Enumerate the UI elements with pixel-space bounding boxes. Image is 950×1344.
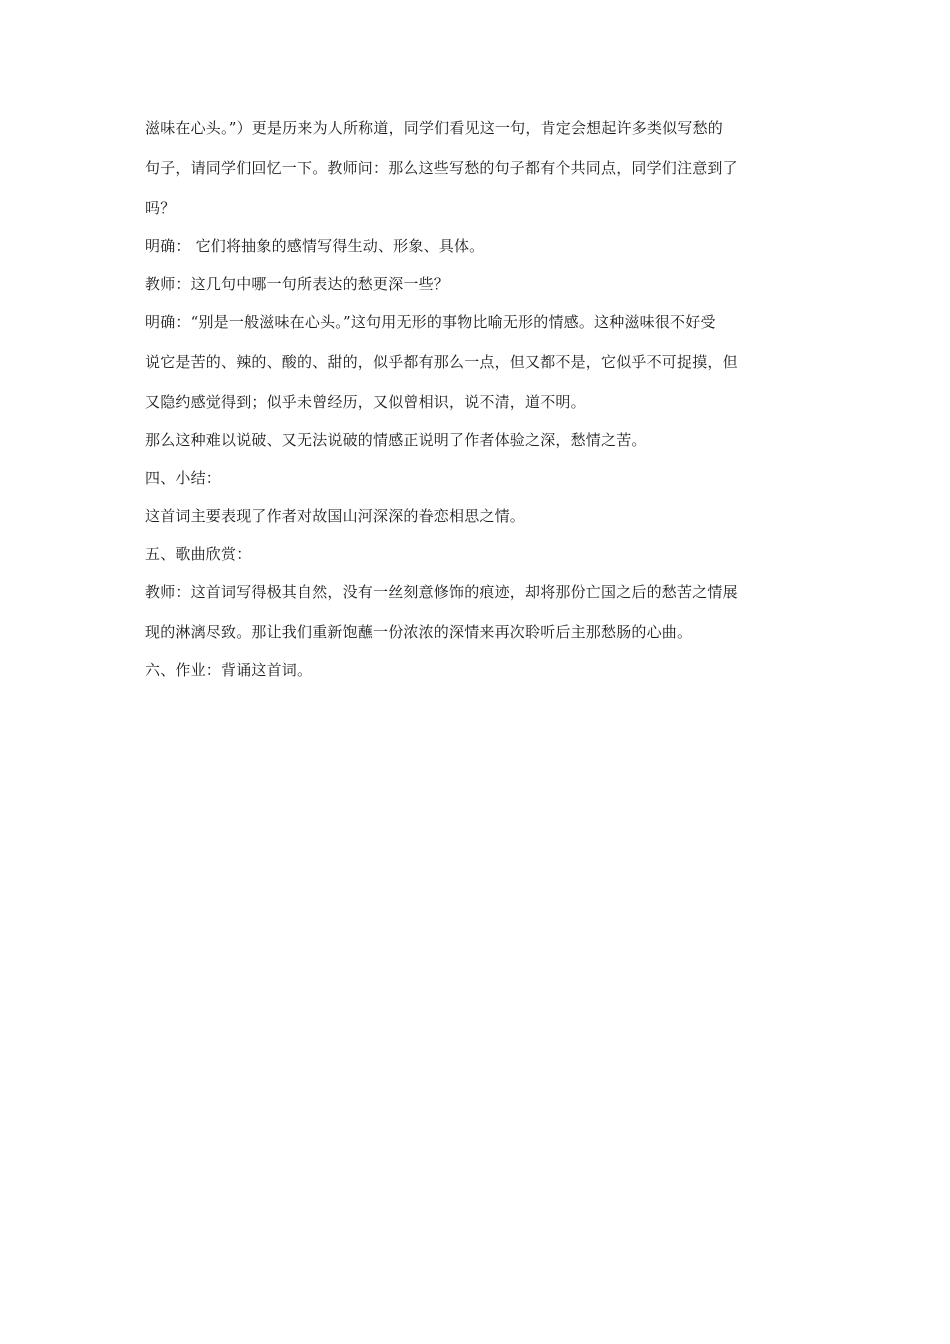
answer-line: 明确：“别是一般滋味在心头。”这句用无形的事物比喻无形的情感。这种滋味很不好受 (145, 313, 716, 331)
paragraph-line: 说它是苦的、辣的、酸的、甜的，似乎都有那么一点，但又都不是，它似乎不可捉摸，但 (145, 353, 738, 371)
paragraph-line: 那么这种难以说破、又无法说破的情感正说明了作者体验之深，愁情之苦。 (145, 431, 647, 449)
question-line: 教师：这几句中哪一句所表达的愁更深一些？ (145, 275, 450, 293)
paragraph-line: 现的淋漓尽致。那让我们重新饱蘸一份浓浓的深情来再次聆听后主那愁肠的心曲。 (145, 623, 693, 641)
section-heading-song: 五、歌曲欣赏： (145, 545, 252, 563)
paragraph-line: 滋味在心头。”）更是历来为人所称道，同学们看见这一句，肯定会想起许多类似写愁的 (145, 119, 723, 137)
section-heading-summary: 四、小结： (145, 469, 222, 487)
document-body (145, 118, 810, 680)
paragraph-line: 吗？ (145, 199, 176, 217)
paragraph-line: 句子，请同学们回忆一下。教师问：那么这些写愁的句子都有个共同点，同学们注意到了 (145, 159, 738, 177)
answer-line: 明确： 它们将抽象的感情写得生动、形象、具体。 (145, 237, 485, 255)
paragraph-line: 这首词主要表现了作者对故国山河深深的眷恋相思之情。 (145, 507, 526, 525)
paragraph-line: 又隐约感觉得到；似乎未曾经历，又似曾相识，说不清，道不明。 (145, 393, 586, 411)
section-heading-homework: 六、作业：背诵这首词。 (145, 661, 313, 679)
paragraph-line: 教师：这首词写得极其自然，没有一丝刻意修饰的痕迹，却将那份亡国之后的愁苦之情展 (145, 583, 738, 601)
